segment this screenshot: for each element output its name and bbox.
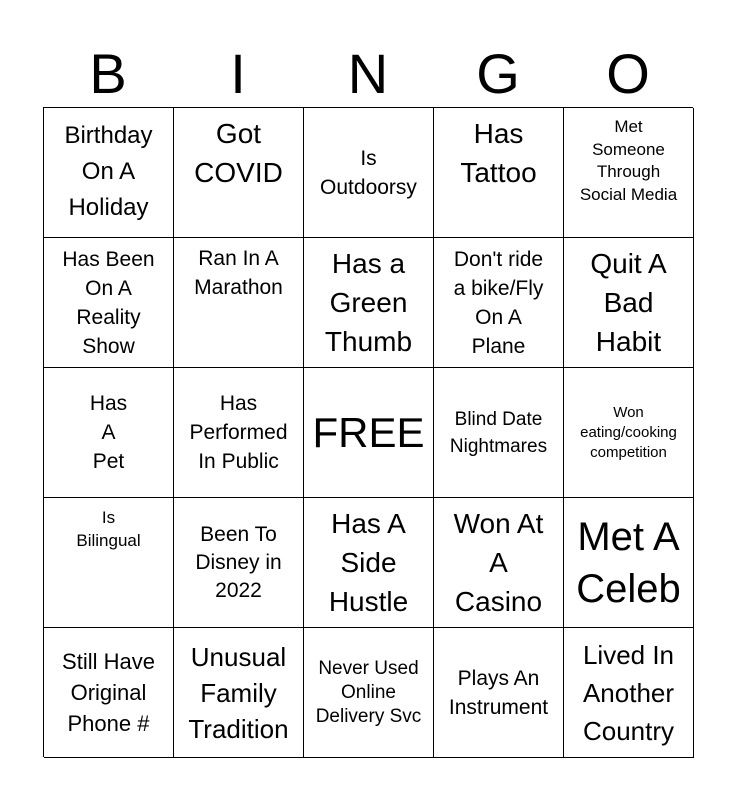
bingo-cell[interactable]: Won At A Casino [434, 498, 564, 628]
bingo-cell[interactable]: Met Someone Through Social Media [564, 108, 694, 238]
bingo-cell[interactable]: Been To Disney in 2022 [174, 498, 304, 628]
header-letter-i: I [230, 42, 246, 105]
bingo-cell[interactable]: Got COVID [174, 108, 304, 238]
bingo-cell[interactable]: Met A Celeb [564, 498, 694, 628]
bingo-cell[interactable]: Never Used Online Delivery Svc [304, 628, 434, 758]
bingo-cell[interactable]: Has A Side Hustle [304, 498, 434, 628]
header-letter-b: B [89, 42, 127, 105]
bingo-cell[interactable]: Ran In A Marathon [174, 238, 304, 368]
bingo-cell[interactable]: Has A Pet [44, 368, 174, 498]
bingo-cell[interactable]: Has Performed In Public [174, 368, 304, 498]
bingo-cell[interactable]: Has a Green Thumb [304, 238, 434, 368]
bingo-cell[interactable]: Is Outdoorsy [304, 108, 434, 238]
bingo-cell[interactable]: Won eating/cooking competition [564, 368, 694, 498]
bingo-cell[interactable]: Has Tattoo [434, 108, 564, 238]
bingo-cell[interactable]: Birthday On A Holiday [44, 108, 174, 238]
bingo-cell[interactable]: Blind Date Nightmares [434, 368, 564, 498]
bingo-cell[interactable]: Quit A Bad Habit [564, 238, 694, 368]
bingo-cell[interactable]: Still Have Original Phone # [44, 628, 174, 758]
header-letter-n: N [347, 42, 389, 105]
bingo-cell[interactable]: Plays An Instrument [434, 628, 564, 758]
bingo-card [43, 107, 693, 757]
bingo-cell[interactable]: Unusual Family Tradition [174, 628, 304, 758]
bingo-cell[interactable]: Has Been On A Reality Show [44, 238, 174, 368]
bingo-cell[interactable]: Lived In Another Country [564, 628, 694, 758]
bingo-cell[interactable]: Don't ride a bike/Fly On A Plane [434, 238, 564, 368]
free-space[interactable]: FREE [304, 368, 434, 498]
header-letter-o: O [606, 42, 650, 105]
bingo-header [43, 40, 693, 108]
header-letter-g: G [476, 42, 520, 105]
bingo-cell[interactable]: Is Bilingual [44, 498, 174, 628]
